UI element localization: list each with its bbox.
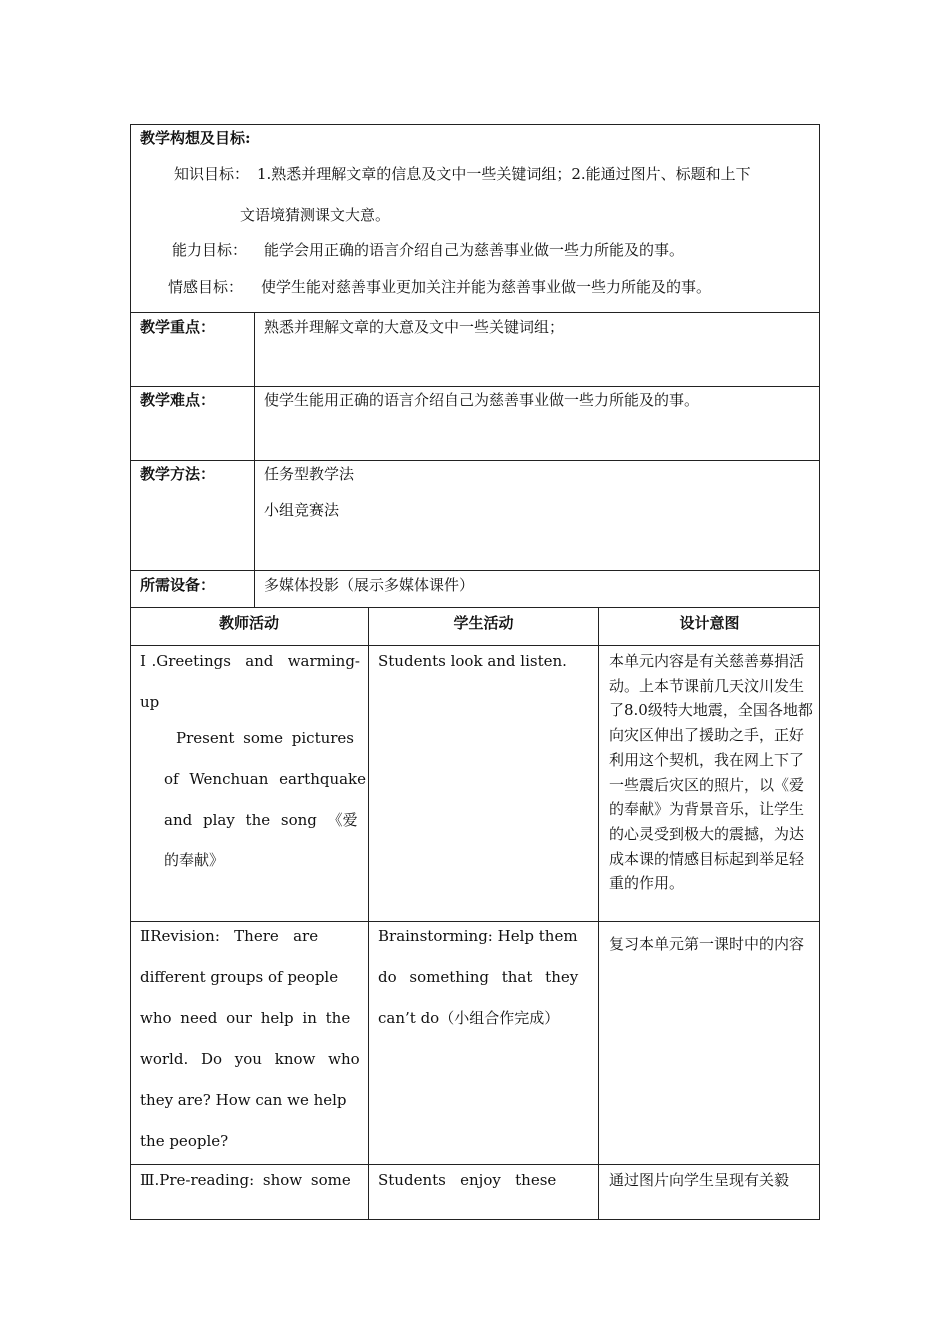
emotion-goal-text: 使学生能对慈善事业更加关注并能为慈善事业做一些力所能及的事。 (261, 278, 712, 296)
row1-teacher-line: and play the song 《爱 (164, 811, 358, 829)
key-points-label: 教学重点： (140, 318, 216, 336)
row1-teacher-line: 的奉献》 (164, 851, 225, 869)
method-label: 教学方法： (140, 465, 216, 483)
header-student-activity: 学生活动 (453, 614, 514, 632)
equipment-row (130, 570, 820, 608)
ability-goal-text: 能学会用正确的语言介绍自己为慈善事业做一些力所能及的事。 (264, 241, 685, 259)
equipment-label: 所需设备： (140, 576, 216, 594)
row2-teacher-line: they are? How can we help (140, 1091, 347, 1109)
difficulty-label: 教学难点： (140, 391, 216, 409)
row2-teacher-line: who need our help in the (140, 1009, 351, 1027)
header-design-intent: 设计意图 (679, 614, 740, 632)
ability-goal-label: 能力目标： (172, 241, 248, 259)
row2-teacher-line: the people? (140, 1132, 229, 1150)
row2-student-line: do something that they (378, 968, 579, 986)
lesson-plan-page (130, 124, 820, 1220)
row1-teacher-line: Ⅰ.Greetings and warming- (140, 652, 360, 670)
row1-teacher-line: Present some pictures (176, 729, 355, 747)
row2-design-intent: 复习本单元第一课时中的内容 (609, 935, 805, 953)
row1-teacher-line: of Wenchuan earthquake (164, 770, 367, 788)
row3-design-intent: 通过图片向学生呈现有关毅 (609, 1171, 790, 1189)
method-row (130, 460, 820, 571)
header-teacher-activity: 教师活动 (218, 614, 279, 632)
key-points-text: 熟悉并理解文章的大意及文中一些关键词组； (264, 318, 565, 336)
emotion-goal-label: 情感目标： (168, 278, 244, 296)
difficulty-text: 使学生能用正确的语言介绍自己为慈善事业做一些力所能及的事。 (264, 391, 700, 409)
row2-teacher-line: world. Do you know who (140, 1050, 360, 1068)
row3-student-activity: Students enjoy these (378, 1171, 557, 1189)
row2-teacher-line: ⅡRevision: There are (140, 927, 319, 945)
knowledge-goal-text-cont: 文语境猜测课文大意。 (240, 206, 391, 224)
knowledge-goal-text: 1.熟悉并理解文章的信息及文中一些关键词组；2.能通过图片、标题和上下 (257, 165, 751, 183)
row1-student-activity: Students look and listen. (378, 652, 567, 670)
row2-student-line: Brainstorming: Help them (378, 927, 578, 945)
row2-teacher-line: different groups of people (140, 968, 339, 986)
knowledge-goal-label: 知识目标： (174, 165, 250, 183)
row1-design-intent: 本单元内容是有关慈善募捐活动。上本节课前几天汶川发生了8.0级特大地震，全国各地都向灾区伸出了援助之手，正好利用这个契机，我在网上下了一些震后灾区的照片，以《爱的奉献》为背景音乐，让学生的心灵受到极大的震撼，为达成本课的情感目标起到举足轻重的作用。 (609, 652, 813, 893)
method-text-1: 任务型教学法 (264, 465, 355, 483)
method-text-2: 小组竞赛法 (264, 501, 340, 519)
goals-heading: 教学构想及目标: (140, 129, 251, 147)
row1-teacher-line: up (140, 693, 160, 711)
row2-student-line: can’t do（小组合作完成） (378, 1009, 560, 1027)
row3-teacher-activity: Ⅲ.Pre-reading: show some (140, 1171, 351, 1189)
equipment-text: 多媒体投影（展示多媒体课件） (264, 576, 475, 594)
